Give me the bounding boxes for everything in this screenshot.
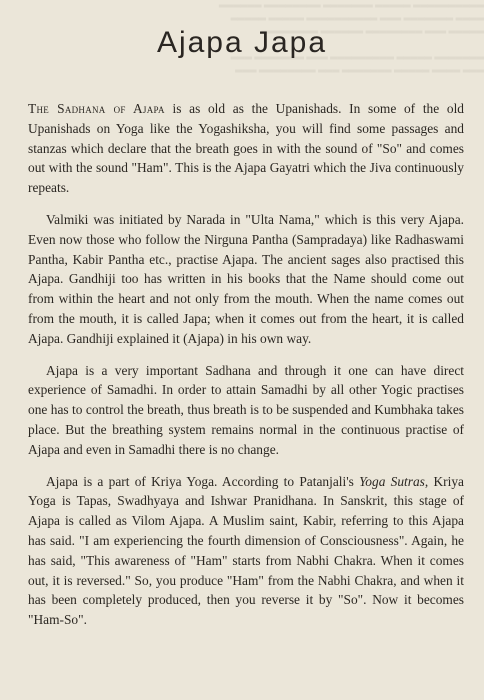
paragraph-4-text-after: , Kriya Yoga is Tapas, Swadhyaya and Ishwar Pranidhana. In Sanskrit, this stage of Ajapa is called as Vilom Ajapa. A Muslim saint, Kabir, referring to this Ajapa has said. "I am experiencing the fourth dimension of Consciousness". Again, he has said, "This awareness of "Ham" starts from Nabhi Chakra. When it comes out, it is reversed." So, you produce "Ham" from the Nabhi Chakra, and when it has been completely produced, then you reverse it by "So". Now it becomes "Ham-So". [28,473,464,628]
paragraph-1 [28,99,464,198]
paragraph-3: Ajapa is a very important Sadhana and through it one can have direct experience of Samadhi. In order to attain Samadhi by all other Yogic practises one has to control the breath, thus breath is to be suspended and Kumbhaka takes place. But the breathing system remains normal in the continuous practise of Ajapa and even in Samadhi there is no change. [28,362,464,457]
paragraph-2: Valmiki was initiated by Narada in "Ulta Nama," which is this very Ajapa. Even now those who follow the Nirguna Pantha (Sampradaya) like Radhaswami Pantha, Kabir Pantha etc., practise Ajapa. The ancient sages also practised this Ajapa. Gandhiji too has written in his books that the Name should come out from within the heart and not only from the mouth. When the name comes out from the mouth, it is called Japa; when it comes out from the heart, it is called Ajapa. Gandhiji explained it (Ajapa) in his own way. [28,211,464,346]
paragraph-1-lead: The Sadhana of Ajapa [28,101,165,116]
bleed-through-text: ══════════ ═════ ═══════ ════════ ══════ ════ ═══════ ═══ ══════════ ═════ ═════ ═════ ═══ ════════ ══════ ════════ ═══════ ═════ ═════════ ═══ ═══════ ═══ ═══ ════ ═════ ═══════ ═══ ════════ ═══ [218,1,484,77]
paragraph-4 [28,472,464,630]
paragraph-4-text-before: Ajapa is a part of Kriya Yoga. According to Patanjali's [46,473,360,489]
body-text [28,99,464,642]
page-title: Ajapa Japa [156,26,328,59]
paragraph-4-italic: Yoga Sutras [359,473,425,489]
paragraph-1-text: is as old as the Upanishads. In some of the old Upanishads on Yoga like the Yogashiksha, you will find some passages and stanzas which declare that the breath goes in with the sound of "So" and comes out with the sound "Ham". This is the Ajapa Gayatri which the Jiva continuously repeats. [28,101,464,196]
